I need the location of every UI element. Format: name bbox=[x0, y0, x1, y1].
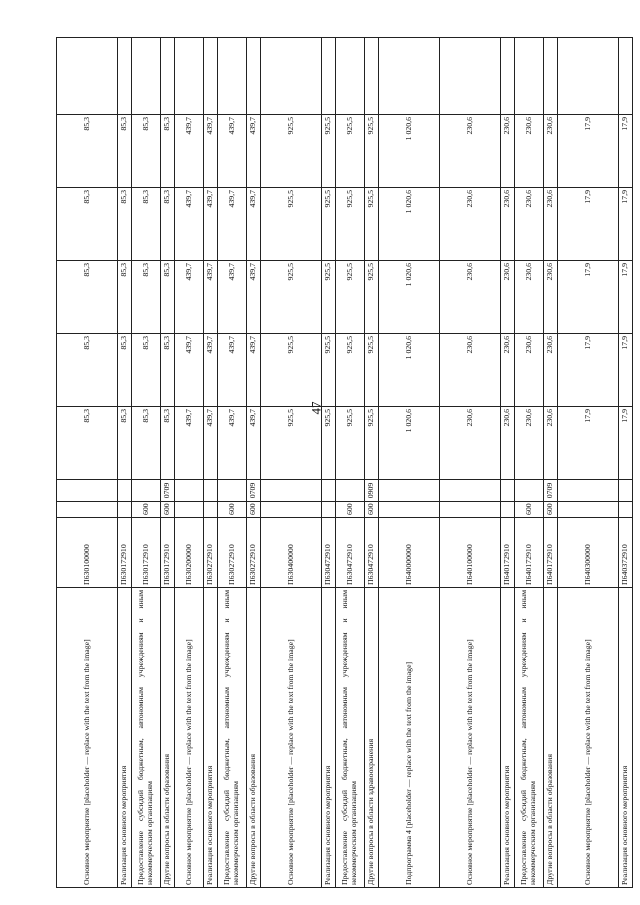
table-row bbox=[261, 38, 322, 888]
row-value-5-cell: 17,9 bbox=[558, 115, 619, 188]
row-empty-cell bbox=[544, 38, 558, 115]
row-value-2-cell: 439,7 bbox=[218, 334, 247, 407]
row-value-5-cell: 439,7 bbox=[247, 115, 261, 188]
row-name-cell: Реализация основного мероприятия bbox=[501, 588, 515, 888]
row-value-1-cell: 439,7 bbox=[218, 407, 247, 480]
row-empty-cell bbox=[440, 38, 501, 115]
row-empty-cell bbox=[161, 38, 175, 115]
row-expense-type-cell bbox=[619, 502, 633, 518]
row-value-3-cell: 85,3 bbox=[161, 261, 175, 334]
row-expense-type-cell: 600 bbox=[544, 502, 558, 518]
row-value-3-cell: 925,5 bbox=[365, 261, 379, 334]
table-row bbox=[132, 38, 161, 888]
row-value-5-cell: 925,5 bbox=[336, 115, 365, 188]
row-target-code-cell: П630272910 bbox=[247, 518, 261, 588]
row-name-cell: Реализация основного мероприятия bbox=[619, 588, 633, 888]
row-value-3-cell: 439,7 bbox=[204, 261, 218, 334]
row-expense-type-cell bbox=[558, 502, 619, 518]
row-expense-type-cell bbox=[57, 502, 118, 518]
row-empty-cell bbox=[261, 38, 322, 115]
row-value-2-cell: 85,3 bbox=[132, 334, 161, 407]
row-value-1-cell: 17,9 bbox=[558, 407, 619, 480]
row-section-cell bbox=[336, 480, 365, 502]
table-row bbox=[247, 38, 261, 888]
row-name-cell: Основное мероприятие [placeholder — replace with the text from the image] bbox=[558, 588, 619, 888]
row-expense-type-cell bbox=[204, 502, 218, 518]
row-value-4-cell: 439,7 bbox=[218, 188, 247, 261]
row-empty-cell bbox=[247, 38, 261, 115]
table-row bbox=[218, 38, 247, 888]
row-value-5-cell: 17,9 bbox=[619, 115, 633, 188]
row-section-cell bbox=[558, 480, 619, 502]
table-row bbox=[161, 38, 175, 888]
row-expense-type-cell: 600 bbox=[515, 502, 544, 518]
row-target-code-cell: П640172910 bbox=[544, 518, 558, 588]
row-section-cell: 0709 bbox=[161, 480, 175, 502]
row-value-2-cell: 925,5 bbox=[322, 334, 336, 407]
row-section-cell: 0709 bbox=[247, 480, 261, 502]
row-value-3-cell: 85,3 bbox=[118, 261, 132, 334]
row-target-code-cell: П630272910 bbox=[218, 518, 247, 588]
row-expense-type-cell: 600 bbox=[247, 502, 261, 518]
table-row bbox=[619, 38, 633, 888]
budget-table bbox=[56, 37, 633, 888]
row-section-cell bbox=[218, 480, 247, 502]
row-value-1-cell: 439,7 bbox=[247, 407, 261, 480]
row-value-4-cell: 439,7 bbox=[247, 188, 261, 261]
row-empty-cell bbox=[515, 38, 544, 115]
table-row bbox=[379, 38, 440, 888]
row-name-cell: Предоставление субсидий бюджетным, автономным учреждениям и иным некоммерческим организациям bbox=[218, 588, 247, 888]
table-row bbox=[57, 38, 118, 888]
row-value-2-cell: 230,6 bbox=[501, 334, 515, 407]
row-value-1-cell: 925,5 bbox=[365, 407, 379, 480]
row-name-cell: Предоставление субсидий бюджетным, автономным учреждениям и иным некоммерческим организациям bbox=[132, 588, 161, 888]
row-section-cell bbox=[175, 480, 204, 502]
row-value-5-cell: 230,6 bbox=[515, 115, 544, 188]
row-value-4-cell: 1 020,6 bbox=[379, 188, 440, 261]
row-value-2-cell: 1 020,6 bbox=[379, 334, 440, 407]
row-value-1-cell: 85,3 bbox=[57, 407, 118, 480]
row-value-3-cell: 230,6 bbox=[501, 261, 515, 334]
row-target-code-cell: П630200000 bbox=[175, 518, 204, 588]
row-value-3-cell: 925,5 bbox=[322, 261, 336, 334]
row-empty-cell bbox=[57, 38, 118, 115]
row-expense-type-cell bbox=[175, 502, 204, 518]
row-target-code-cell: П630172910 bbox=[161, 518, 175, 588]
row-value-3-cell: 439,7 bbox=[175, 261, 204, 334]
row-expense-type-cell: 600 bbox=[365, 502, 379, 518]
row-expense-type-cell: 600 bbox=[161, 502, 175, 518]
page-number: 47 bbox=[308, 401, 324, 415]
row-value-1-cell: 85,3 bbox=[118, 407, 132, 480]
row-value-2-cell: 439,7 bbox=[175, 334, 204, 407]
row-target-code-cell: П630172910 bbox=[118, 518, 132, 588]
row-value-2-cell: 230,6 bbox=[440, 334, 501, 407]
row-expense-type-cell bbox=[261, 502, 322, 518]
row-name-cell: Предоставление субсидий бюджетным, автономным учреждениям и иным некоммерческим организациям bbox=[515, 588, 544, 888]
row-name-cell: Основное мероприятие [placeholder — replace with the text from the image] bbox=[57, 588, 118, 888]
row-expense-type-cell bbox=[118, 502, 132, 518]
row-empty-cell bbox=[175, 38, 204, 115]
row-value-1-cell: 230,6 bbox=[544, 407, 558, 480]
table-row bbox=[118, 38, 132, 888]
row-expense-type-cell bbox=[322, 502, 336, 518]
row-section-cell bbox=[204, 480, 218, 502]
row-target-code-cell: П640300000 bbox=[558, 518, 619, 588]
table-row bbox=[175, 38, 204, 888]
row-target-code-cell: П630272910 bbox=[204, 518, 218, 588]
row-value-1-cell: 85,3 bbox=[161, 407, 175, 480]
row-target-code-cell: П640372910 bbox=[619, 518, 633, 588]
row-value-1-cell: 925,5 bbox=[336, 407, 365, 480]
row-value-2-cell: 230,6 bbox=[515, 334, 544, 407]
row-section-cell bbox=[118, 480, 132, 502]
row-expense-type-cell: 600 bbox=[132, 502, 161, 518]
row-value-4-cell: 17,9 bbox=[619, 188, 633, 261]
row-value-5-cell: 230,6 bbox=[501, 115, 515, 188]
row-value-1-cell: 85,3 bbox=[132, 407, 161, 480]
row-value-5-cell: 85,3 bbox=[118, 115, 132, 188]
row-value-2-cell: 85,3 bbox=[118, 334, 132, 407]
row-name-cell: Реализация основного мероприятия bbox=[322, 588, 336, 888]
row-value-4-cell: 925,5 bbox=[336, 188, 365, 261]
row-value-4-cell: 925,5 bbox=[261, 188, 322, 261]
row-target-code-cell: П640100000 bbox=[440, 518, 501, 588]
row-name-cell: Подпрограмма 4 [placeholder — replace with the text from the image] bbox=[379, 588, 440, 888]
row-empty-cell bbox=[558, 38, 619, 115]
row-empty-cell bbox=[204, 38, 218, 115]
row-value-3-cell: 1 020,6 bbox=[379, 261, 440, 334]
row-empty-cell bbox=[365, 38, 379, 115]
row-value-2-cell: 17,9 bbox=[558, 334, 619, 407]
row-value-4-cell: 230,6 bbox=[501, 188, 515, 261]
rotated-table-wrapper bbox=[56, 38, 630, 888]
row-value-3-cell: 439,7 bbox=[218, 261, 247, 334]
row-value-4-cell: 85,3 bbox=[118, 188, 132, 261]
row-section-cell bbox=[619, 480, 633, 502]
row-empty-cell bbox=[379, 38, 440, 115]
row-target-code-cell: П630472910 bbox=[336, 518, 365, 588]
row-value-4-cell: 925,5 bbox=[365, 188, 379, 261]
row-section-cell: 0709 bbox=[544, 480, 558, 502]
row-empty-cell bbox=[218, 38, 247, 115]
table-row bbox=[501, 38, 515, 888]
row-empty-cell bbox=[501, 38, 515, 115]
row-value-2-cell: 925,5 bbox=[365, 334, 379, 407]
row-value-4-cell: 925,5 bbox=[322, 188, 336, 261]
row-value-5-cell: 439,7 bbox=[218, 115, 247, 188]
row-expense-type-cell bbox=[440, 502, 501, 518]
row-value-2-cell: 85,3 bbox=[57, 334, 118, 407]
row-value-1-cell: 230,6 bbox=[440, 407, 501, 480]
row-expense-type-cell: 600 bbox=[218, 502, 247, 518]
row-name-cell: Основное мероприятие [placeholder — replace with the text from the image] bbox=[175, 588, 204, 888]
row-expense-type-cell bbox=[501, 502, 515, 518]
row-section-cell bbox=[132, 480, 161, 502]
row-section-cell bbox=[57, 480, 118, 502]
row-value-3-cell: 17,9 bbox=[558, 261, 619, 334]
row-value-3-cell: 230,6 bbox=[440, 261, 501, 334]
row-value-1-cell: 925,5 bbox=[261, 407, 322, 480]
row-value-1-cell: 230,6 bbox=[501, 407, 515, 480]
row-value-2-cell: 925,5 bbox=[336, 334, 365, 407]
row-value-3-cell: 85,3 bbox=[132, 261, 161, 334]
row-value-4-cell: 85,3 bbox=[57, 188, 118, 261]
row-value-5-cell: 230,6 bbox=[544, 115, 558, 188]
table-row bbox=[544, 38, 558, 888]
table-row bbox=[558, 38, 619, 888]
document-page bbox=[56, 38, 630, 888]
row-value-4-cell: 230,6 bbox=[544, 188, 558, 261]
row-value-5-cell: 439,7 bbox=[175, 115, 204, 188]
row-value-3-cell: 230,6 bbox=[544, 261, 558, 334]
row-value-4-cell: 17,9 bbox=[558, 188, 619, 261]
row-target-code-cell: П630400000 bbox=[261, 518, 322, 588]
table-row bbox=[322, 38, 336, 888]
row-section-cell bbox=[515, 480, 544, 502]
row-section-cell bbox=[379, 480, 440, 502]
row-value-5-cell: 439,7 bbox=[204, 115, 218, 188]
row-value-2-cell: 925,5 bbox=[261, 334, 322, 407]
row-value-4-cell: 85,3 bbox=[161, 188, 175, 261]
row-value-2-cell: 17,9 bbox=[619, 334, 633, 407]
row-value-3-cell: 85,3 bbox=[57, 261, 118, 334]
table-row bbox=[365, 38, 379, 888]
row-section-cell bbox=[322, 480, 336, 502]
row-name-cell: Другие вопросы в области образования bbox=[161, 588, 175, 888]
row-value-4-cell: 439,7 bbox=[204, 188, 218, 261]
row-value-5-cell: 85,3 bbox=[57, 115, 118, 188]
row-name-cell: Основное мероприятие [placeholder — replace with the text from the image] bbox=[440, 588, 501, 888]
row-target-code-cell: П640000000 bbox=[379, 518, 440, 588]
row-value-5-cell: 230,6 bbox=[440, 115, 501, 188]
row-empty-cell bbox=[132, 38, 161, 115]
row-value-1-cell: 439,7 bbox=[204, 407, 218, 480]
row-value-1-cell: 439,7 bbox=[175, 407, 204, 480]
table-row bbox=[515, 38, 544, 888]
row-value-5-cell: 925,5 bbox=[365, 115, 379, 188]
row-value-4-cell: 85,3 bbox=[132, 188, 161, 261]
table-body bbox=[57, 38, 633, 888]
row-value-2-cell: 439,7 bbox=[247, 334, 261, 407]
row-value-1-cell: 1 020,6 bbox=[379, 407, 440, 480]
row-value-1-cell: 925,5 bbox=[322, 407, 336, 480]
row-value-2-cell: 230,6 bbox=[544, 334, 558, 407]
row-value-4-cell: 439,7 bbox=[175, 188, 204, 261]
table-row bbox=[204, 38, 218, 888]
row-name-cell: Другие вопросы в области образования bbox=[544, 588, 558, 888]
row-target-code-cell: П630472910 bbox=[365, 518, 379, 588]
row-name-cell: Основное мероприятие [placeholder — replace with the text from the image] bbox=[261, 588, 322, 888]
table-row bbox=[336, 38, 365, 888]
row-name-cell: Реализация основного мероприятия bbox=[204, 588, 218, 888]
row-value-4-cell: 230,6 bbox=[515, 188, 544, 261]
row-section-cell: 0909 bbox=[365, 480, 379, 502]
row-section-cell bbox=[501, 480, 515, 502]
row-section-cell bbox=[261, 480, 322, 502]
row-value-5-cell: 925,5 bbox=[261, 115, 322, 188]
row-value-3-cell: 925,5 bbox=[261, 261, 322, 334]
row-name-cell: Предоставление субсидий бюджетным, автономным учреждениям и иным некоммерческим организациям bbox=[336, 588, 365, 888]
row-target-code-cell: П630472910 bbox=[322, 518, 336, 588]
row-value-5-cell: 925,5 bbox=[322, 115, 336, 188]
row-expense-type-cell bbox=[379, 502, 440, 518]
row-name-cell: Реализация основного мероприятия bbox=[118, 588, 132, 888]
row-section-cell bbox=[440, 480, 501, 502]
row-value-3-cell: 439,7 bbox=[247, 261, 261, 334]
row-target-code-cell: П630172910 bbox=[132, 518, 161, 588]
row-value-5-cell: 85,3 bbox=[161, 115, 175, 188]
row-value-1-cell: 230,6 bbox=[515, 407, 544, 480]
row-value-2-cell: 439,7 bbox=[204, 334, 218, 407]
row-expense-type-cell: 600 bbox=[336, 502, 365, 518]
row-name-cell: Другие вопросы в области здравоохранения bbox=[365, 588, 379, 888]
row-value-2-cell: 85,3 bbox=[161, 334, 175, 407]
row-empty-cell bbox=[322, 38, 336, 115]
row-value-5-cell: 85,3 bbox=[132, 115, 161, 188]
row-empty-cell bbox=[118, 38, 132, 115]
row-empty-cell bbox=[619, 38, 633, 115]
row-value-4-cell: 230,6 bbox=[440, 188, 501, 261]
row-value-1-cell: 17,9 bbox=[619, 407, 633, 480]
row-value-3-cell: 925,5 bbox=[336, 261, 365, 334]
row-target-code-cell: П640172910 bbox=[501, 518, 515, 588]
row-value-3-cell: 230,6 bbox=[515, 261, 544, 334]
row-empty-cell bbox=[336, 38, 365, 115]
row-name-cell: Другие вопросы в области образования bbox=[247, 588, 261, 888]
row-value-5-cell: 1 020,6 bbox=[379, 115, 440, 188]
table-row bbox=[440, 38, 501, 888]
row-target-code-cell: П640172910 bbox=[515, 518, 544, 588]
row-value-3-cell: 17,9 bbox=[619, 261, 633, 334]
row-target-code-cell: П630100000 bbox=[57, 518, 118, 588]
